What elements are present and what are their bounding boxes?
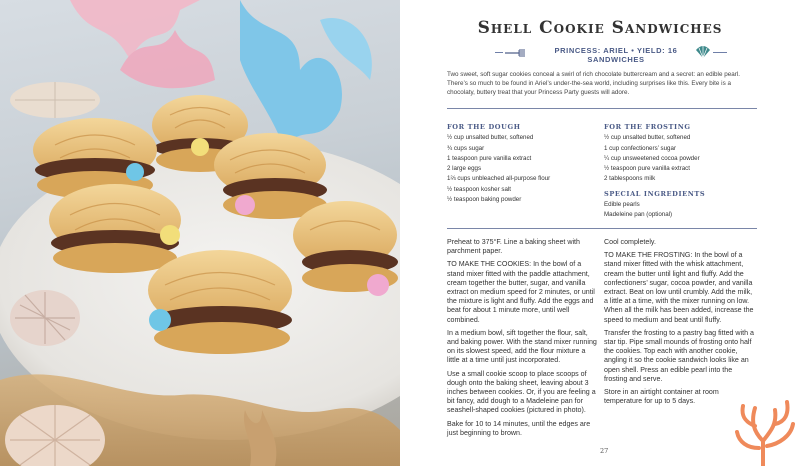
seashell: [10, 290, 80, 346]
recipe-title: Shell Cookie Sandwiches: [477, 18, 723, 38]
ingredient-item: 2 tablespoons milk: [604, 175, 656, 183]
frosting-heading: FOR THE FROSTING: [604, 123, 691, 131]
pink-coral: [70, 0, 215, 88]
ingredient-item: ¾ cups sugar: [447, 144, 485, 152]
page-number: 27: [600, 447, 609, 455]
cookie-sandwich: [293, 201, 398, 296]
divider-top: [447, 108, 757, 109]
directions-right: [604, 238, 756, 410]
coral-decoration: [733, 386, 800, 466]
ingredient-item: ½ teaspoon baking powder: [447, 196, 522, 204]
frosting-ingredients: [604, 122, 759, 221]
shell-icon: [695, 45, 711, 59]
directions-left: [447, 238, 597, 442]
ingredient-item: ½ teaspoon kosher salt: [447, 185, 511, 193]
direction-step: Bake for 10 to 14 minutes, until the edges are just beginning to brown.: [447, 419, 591, 437]
dough-ingredients: [447, 122, 597, 205]
direction-step: Cool completely.: [604, 238, 656, 246]
direction-step: TO MAKE THE FROSTING: In the bowl of a stand mixer fitted with the whisk attachment, cream the butter until light and fluffy. Add the confectioners’ sugar, cocoa powder, and vanilla extract. Beat on low until crumbly. Add the milk, a little at a time, with the mixer running on low. When all the milk has been added, increase the speed to medium and beat until fluffy.: [604, 251, 754, 324]
seashell: [10, 82, 100, 118]
meta-line-right: [713, 52, 727, 53]
cookie-sandwich: [214, 133, 327, 219]
fork-icon: [505, 48, 525, 58]
direction-step: Preheat to 375°F. Line a baking sheet with parchment paper.: [447, 238, 580, 256]
direction-step: TO MAKE THE COOKIES: In the bowl of a stand mixer fitted with the paddle attachment, cream together the butter, sugar, and vanilla extract on medium speed for 2 minutes, or until the mixture is light and fluffy. Add the eggs and beat for about 1 minute more, until well combined.: [447, 260, 595, 324]
dough-heading: FOR THE DOUGH: [447, 123, 521, 131]
ingredient-item: Edible pearls: [604, 201, 640, 209]
direction-step: Use a small cookie scoop to place scoops of dough onto the baking sheet, leaving about 3 inches between cookies. Or, if you are feeling a bit fancy, add dough to a Madeleine pan for seashell-shaped cookies (pictured in photo).: [447, 369, 596, 415]
ingredient-item: ½ cup unsalted butter, softened: [447, 134, 534, 142]
cookie-sandwich: [148, 250, 292, 354]
direction-step: In a medium bowl, sift together the flour, salt, and baking power. With the stand mixer running on its slowest speed, add the flour mixture a little at a time until just incorporated.: [447, 328, 597, 365]
recipe-meta: PRINCESS: ARIEL • YIELD: 16 SANDWICHES: [554, 46, 678, 64]
recipe-meta-row: [495, 46, 725, 64]
recipe-intro: Two sweet, soft sugar cookies conceal a swirl of rich chocolate buttercream and a secret: an edible pearl. There’s so much to be found in Ariel’s under-the-sea world, including surprises like this. Every bite is a chocolaty, buttery treat that your Princess Party guests will adore.: [447, 71, 740, 96]
special-heading: SPECIAL INGREDIENTS: [604, 189, 706, 198]
blue-coral: [240, 0, 372, 150]
ingredient-item: 2 large eggs: [447, 165, 482, 173]
ingredient-item: 1⅔ cups unbleached all-purpose flour: [447, 175, 551, 183]
ingredient-item: ½ teaspoon pure vanilla extract: [604, 165, 690, 173]
ingredient-item: Madeleine pan (optional): [604, 211, 673, 219]
divider-middle: [447, 228, 757, 229]
ingredient-item: ½ cup unsalted butter, softened: [604, 134, 691, 142]
direction-step: Transfer the frosting to a pastry bag fitted with a star tip. Pipe small mounds of frosting onto half the cookies. Top each with another cookie, angling it so the cookie sandwich looks like an open shell. Press an edible pearl into the frosting and serve.: [604, 328, 754, 383]
ingredient-item: ¼ cup unsweetened cocoa powder: [604, 154, 700, 162]
ingredient-item: 1 teaspoon pure vanilla extract: [447, 154, 532, 162]
cookie-sandwich: [49, 184, 181, 273]
direction-step: Store in an airtight container at room temperature for up to 5 days.: [604, 388, 719, 406]
meta-line-left: [495, 52, 503, 53]
ingredient-item: 1 cup confectioners’ sugar: [604, 144, 676, 152]
recipe-page: [400, 0, 800, 466]
